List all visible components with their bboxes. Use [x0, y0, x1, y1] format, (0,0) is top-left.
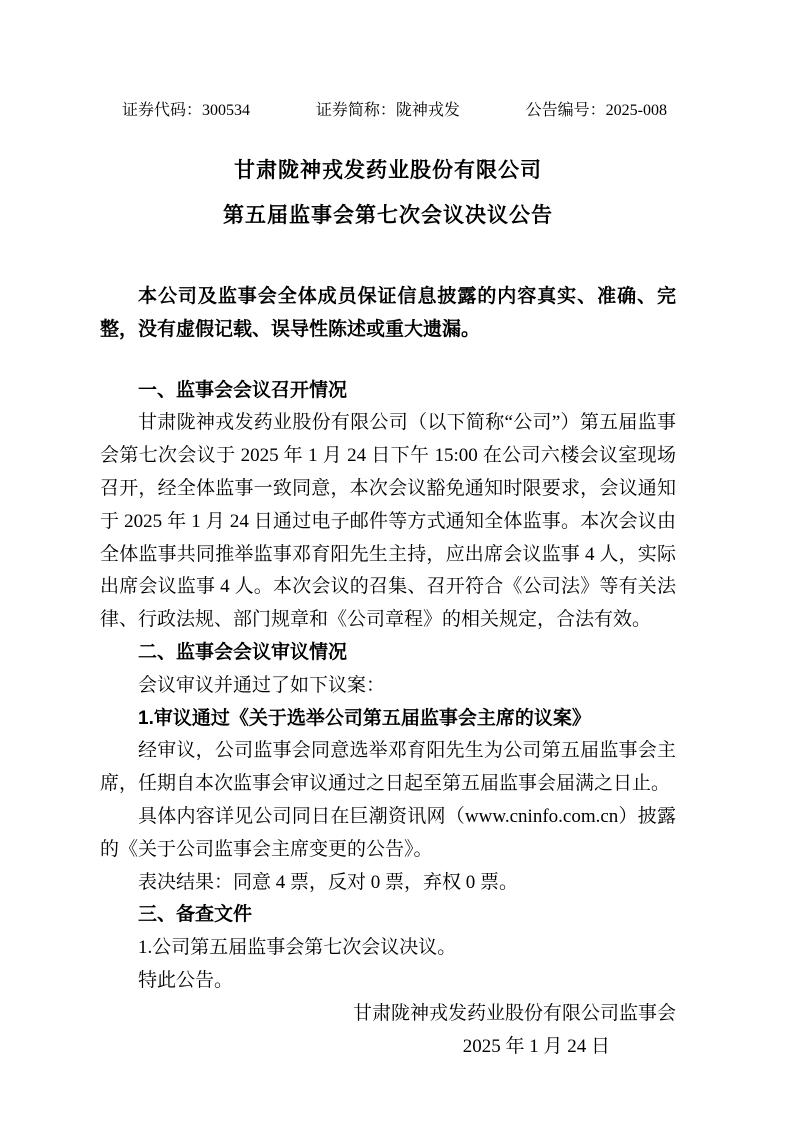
- review-intro-paragraph: 会议审议并通过了如下议案：: [138, 674, 386, 696]
- document-title: [100, 158, 676, 229]
- announcement-number: 公告编号：2025-008: [525, 102, 667, 119]
- disclosure-statement: 本公司及监事会全体成员保证信息披露的内容真实、准确、完整，没有虚假记载、误导性陈述或重大遗漏。: [100, 286, 676, 340]
- stock-code: 证券代码：300534: [122, 102, 251, 119]
- body-blocks: [100, 375, 676, 998]
- signature-company: 甘肃陇神戎发药业股份有限公司监事会: [352, 1002, 676, 1024]
- proposal-1-detail: 经审议，公司监事会同意选举邓育阳先生为公司第五届监事会主席，任期自本次监事会审议通过之日起至第五届监事会届满之日止。: [100, 740, 676, 795]
- stock-name: 证券简称：陇神戎发: [315, 102, 460, 119]
- closing-statement: 特此公告。: [138, 969, 234, 991]
- page-title-company: 甘肃陇神戎发药业股份有限公司: [234, 159, 542, 182]
- reference-document-item: 1.公司第五届监事会第七次会议决议。: [138, 937, 457, 959]
- section-3-heading: 三、备查文件: [138, 904, 253, 926]
- section-1-heading: 一、监事会会议召开情况: [138, 379, 348, 401]
- disclosure-reference: 具体内容详见公司同日在巨潮资讯网（www.cninfo.com.cn）披露的《关于公司监事会主席变更的公告》。: [100, 805, 676, 860]
- proposal-1-title: 1.审议通过《关于选举公司第五届监事会主席的议案》: [138, 707, 591, 729]
- document-body: [100, 281, 676, 1063]
- signature-date: 2025 年 1 月 24 日: [462, 1035, 610, 1057]
- section-1-paragraph: 甘肃陇神戎发药业股份有限公司（以下简称“公司”）第五届监事会第七次会议于 2025 年 1 月 24 日下午 15:00 在公司六楼会议室现场召开，经全体监事一致同意，本次会议豁免通知时限要求，会议通知于 2025 年 1 月 24 日通过电子邮件等方式通知全体监事。本次会议由全体监事共同推举监事邓育阳先生主持，应出席会议监事 4 人，实际出席会议监事 4 人。本次会议的召集、召开符合《公司法》等有关法律、行政法规、部门规章和《公司章程》的相关规定，合法有效。: [100, 412, 676, 631]
- page-title-meeting: 第五届监事会第七次会议决议公告: [223, 204, 553, 227]
- voting-result: 表决结果：同意 4 票，反对 0 票，弃权 0 票。: [138, 871, 519, 893]
- signature-block: [100, 998, 676, 1064]
- document-header: [122, 100, 667, 121]
- section-2-heading: 二、监事会会议审议情况: [138, 641, 348, 663]
